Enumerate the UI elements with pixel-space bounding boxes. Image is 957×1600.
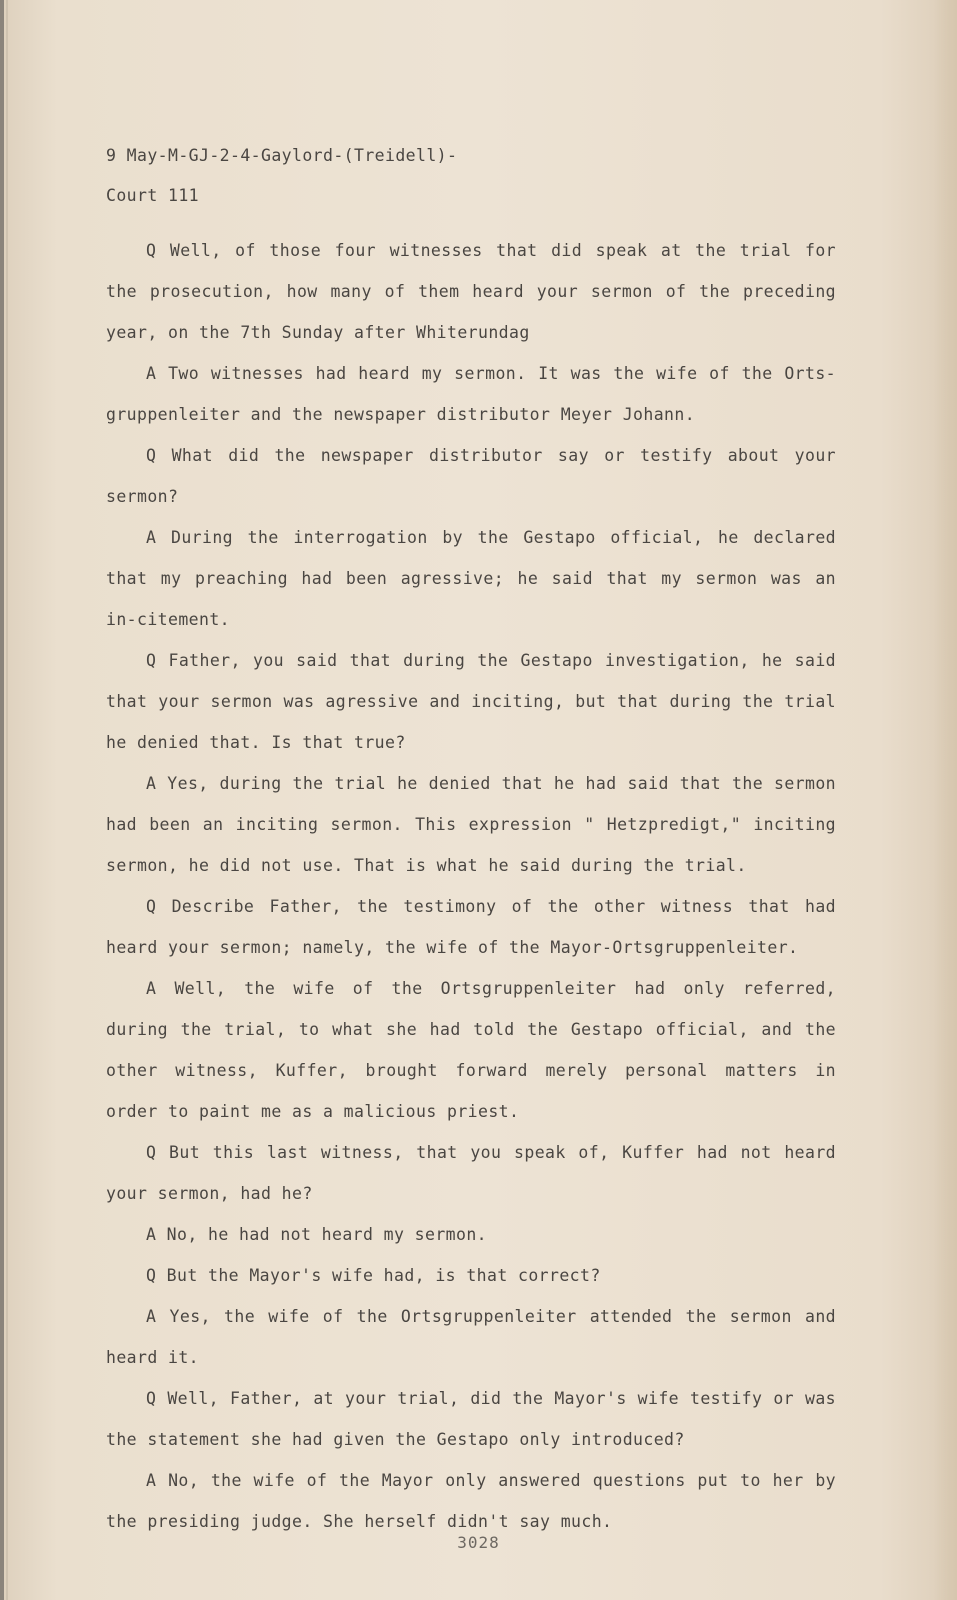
transcript-paragraph: Q What did the newspaper distributor say or testify about your sermon? [106,446,836,506]
transcript-paragraph: A During the interrogation by the Gestapo official, he declared that my preaching had been agressive; he said that my sermon was an in-citement. [106,528,836,629]
page-left-edge [0,0,4,1600]
transcript-paragraph: A Yes, the wife of the Ortsgruppenleiter attended the sermon and heard it. [106,1307,836,1367]
transcript-paragraph: Q Describe Father, the testimony of the other witness that had heard your sermon; namely, the wife of the Mayor-Ortsgruppenleiter. [106,897,836,957]
transcript-paragraph: Q But the Mayor's wife had, is that correct? [146,1266,601,1285]
transcript-paragraph: A Two witnesses had heard my sermon. It was the wife of the Orts-gruppenleiter and the newspaper distributor Meyer Johann. [106,364,836,424]
court-label: Court 111 [106,186,200,205]
transcript-paragraph: A No, the wife of the Mayor only answered questions put to her by the presiding judge. She herself didn't say much. [106,1471,836,1531]
transcript-paragraph: Q But this last witness, that you speak of, Kuffer had not heard your sermon, had he? [106,1143,836,1203]
transcript-paragraph: A Yes, during the trial he denied that he had said that the sermon had been an inciting sermon. This expression " Hetzpredigt," inciting sermon, he did not use. That is what he said during the trial. [106,774,836,875]
transcript-paragraph: Q Well, Father, at your trial, did the Mayor's wife testify or was the statement she had given the Gestapo only introduced? [106,1389,836,1449]
transcript-body [106,230,836,1542]
transcript-paragraph: A No, he had not heard my sermon. [146,1225,488,1244]
page-left-edge-shadow [6,0,8,1600]
transcript-paragraph: Q Well, of those four witnesses that did speak at the trial for the prosecution, how many of them heard your sermon of the preceding year, on the 7th Sunday after Whiterundag [106,241,836,342]
page-right-shade [933,0,957,1600]
transcript-paragraph: Q Father, you said that during the Gestapo investigation, he said that your sermon was agressive and inciting, but that during the trial he denied that. Is that true? [106,651,836,752]
document-reference: 9 May-M-GJ-2-4-Gaylord-(Treidell)- [106,146,458,165]
page-number: 3028 [457,1533,500,1552]
transcript-paragraph: A Well, the wife of the Ortsgruppenleiter had only referred, during the trial, to what she had told the Gestapo official, and the other witness, Kuffer, brought forward merely personal matters in order to paint me as a malicious priest. [106,979,836,1121]
